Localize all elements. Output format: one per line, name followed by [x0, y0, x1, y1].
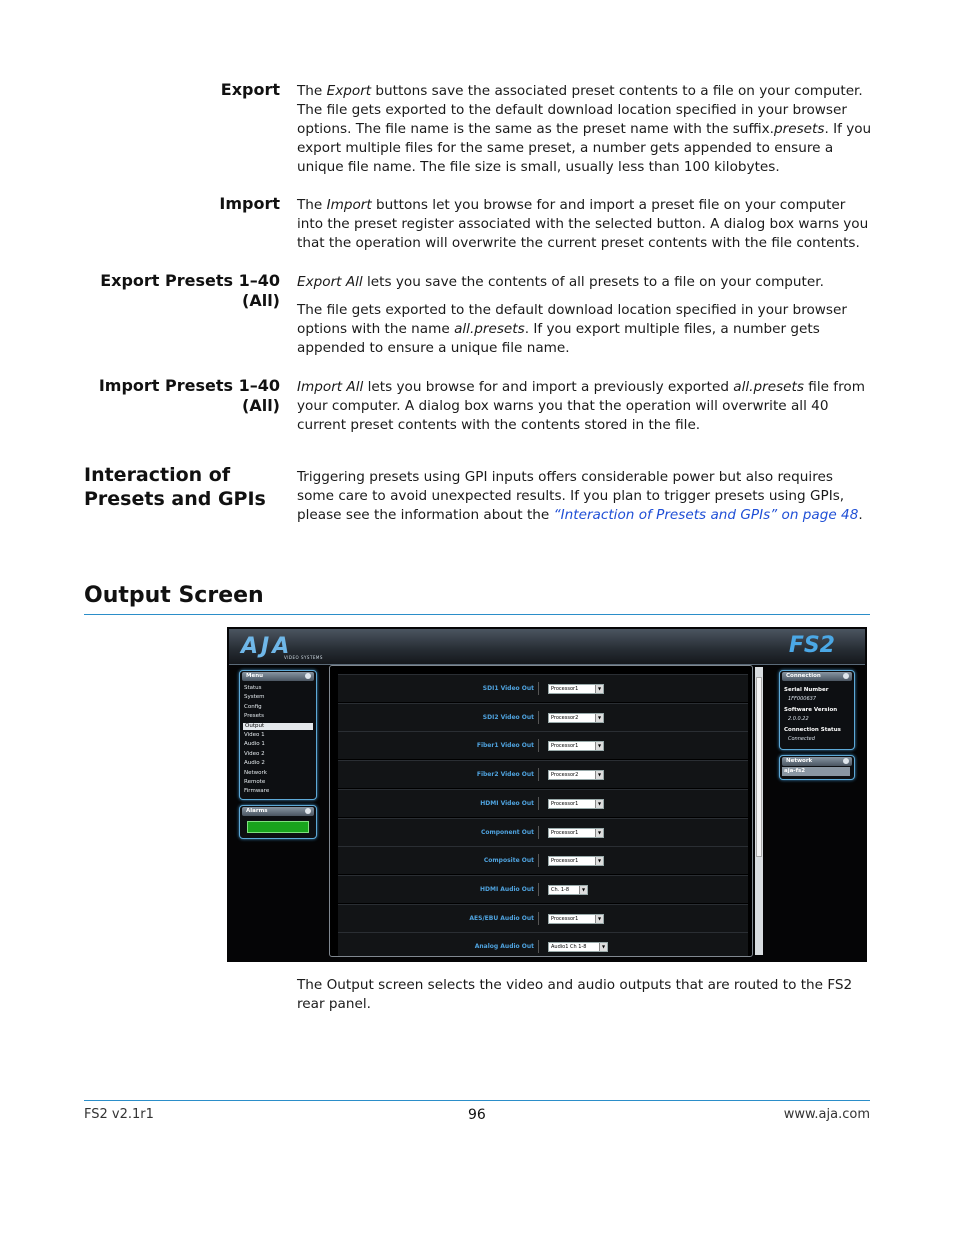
- em-text: all.presets: [733, 379, 804, 395]
- output-row-label: Fiber1 Video Out: [476, 742, 534, 750]
- output-row-label: Composite Out: [483, 857, 534, 865]
- chevron-down-icon[interactable]: ▼: [595, 685, 603, 693]
- footer-website: www.aja.com: [783, 1107, 870, 1122]
- chevron-down-icon[interactable]: ▼: [595, 915, 603, 923]
- output-source-select[interactable]: [548, 856, 604, 866]
- menu-item[interactable]: Remote: [244, 779, 266, 785]
- output-settings-panel: [329, 665, 753, 957]
- desc-import: [297, 196, 872, 253]
- output-screen-screenshot: [227, 627, 867, 962]
- term-line: (All): [242, 291, 280, 310]
- connection-panel: [779, 670, 855, 750]
- row-separator: [538, 940, 539, 953]
- select-value: Processor1: [551, 800, 579, 807]
- term-import-all: [84, 376, 280, 416]
- row-separator: [538, 682, 539, 695]
- em-text: Export All: [297, 274, 363, 290]
- row-separator: [538, 797, 539, 810]
- chevron-down-icon[interactable]: ▼: [595, 829, 603, 837]
- term-export: Export: [220, 80, 280, 99]
- output-row: [338, 875, 748, 903]
- select-value: Audio1 Ch 1-8: [551, 944, 587, 951]
- text: Triggering presets using GPI inputs offers considerable power but also requires some care to avoid unexpected results. If you plan to trigger presets using GPIs, please see the information about the: [297, 469, 845, 523]
- text: buttons save the associated preset contents to a file on your computer. The file gets exported to the default download location specified in your browser options. The file name is the same as the preset name with the suffix.: [297, 83, 863, 137]
- serial-number-label: Serial Number: [784, 687, 829, 693]
- em-text: all.presets: [454, 321, 525, 337]
- aja-logo-subtitle: VIDEO SYSTEMS: [284, 655, 323, 660]
- output-row: [338, 731, 748, 759]
- desc-export: [297, 82, 872, 177]
- output-row-label: SDI1 Video Out: [482, 685, 534, 692]
- menu-item[interactable]: Config: [244, 703, 262, 710]
- row-separator: [538, 854, 539, 867]
- network-title: Network: [786, 758, 813, 764]
- heading-line: Presets and GPIs: [84, 488, 266, 510]
- chevron-down-icon[interactable]: ▼: [595, 800, 603, 808]
- menu-item[interactable]: Presets: [244, 713, 265, 720]
- term-line: Import Presets 1–40: [98, 376, 280, 395]
- output-row: [338, 846, 748, 874]
- select-value: Ch. 1-8: [551, 886, 570, 893]
- alarms-title: Alarms: [246, 808, 268, 814]
- output-source-select[interactable]: [548, 770, 604, 780]
- output-row-label: SDI2 Video Out: [482, 713, 534, 721]
- alarms-panel-title: [242, 807, 314, 816]
- text: The file gets exported to the default download location specified in your browser options with the name: [297, 302, 847, 337]
- chevron-down-icon[interactable]: ▼: [595, 714, 603, 722]
- software-version-value: 2.0.0.22: [788, 716, 809, 722]
- output-row-label: HDMI Audio Out: [479, 885, 534, 893]
- menu-item[interactable]: Status: [244, 685, 262, 691]
- software-version-label: Software Version: [784, 707, 838, 713]
- collapse-icon[interactable]: [843, 673, 849, 679]
- output-source-select[interactable]: [548, 885, 588, 895]
- network-panel: [779, 755, 855, 780]
- row-separator: [538, 826, 539, 839]
- text: The: [297, 197, 327, 213]
- menu-title: Menu: [246, 673, 264, 679]
- output-source-select[interactable]: [548, 713, 604, 723]
- output-row: [338, 760, 748, 788]
- alarm-status-indicator: [247, 821, 309, 833]
- menu-item[interactable]: Audio 1: [244, 741, 265, 748]
- connection-status-label: Connection Status: [784, 727, 841, 733]
- output-row: [338, 703, 748, 731]
- output-source-select[interactable]: [548, 741, 604, 751]
- chevron-down-icon[interactable]: ▼: [595, 742, 603, 750]
- scrollbar-thumb[interactable]: [756, 677, 762, 857]
- term-export-all: [84, 271, 280, 311]
- menu-item[interactable]: System: [244, 694, 265, 701]
- text: . If you export multiple files, a number gets appended to ensure a unique file name.: [297, 321, 820, 356]
- chevron-down-icon[interactable]: ▼: [595, 857, 603, 865]
- output-row: [338, 932, 748, 957]
- cross-reference-link[interactable]: “Interaction of Presets and GPIs” on page 48: [553, 507, 859, 523]
- menu-item[interactable]: Video 2: [244, 750, 265, 757]
- product-name: FS2: [788, 633, 835, 658]
- em-text: Import: [326, 197, 372, 213]
- output-row-label: AES/EBU Audio Out: [469, 914, 534, 922]
- text: . If you export multiple files for the same preset, a number gets appended to ensure a unique file name. The file size is small, usually less than 100 kilobytes.: [297, 121, 872, 175]
- text: buttons let you browse for and import a preset file on your computer into the preset register associated with the selected button. A dialog box warns you that the operation will overwrite the current preset contents with the file contents.: [297, 197, 869, 251]
- menu-item[interactable]: Audio 2: [244, 760, 265, 767]
- heading-interaction: [84, 463, 266, 511]
- output-row: [338, 818, 748, 846]
- menu-panel-title: [242, 672, 314, 681]
- heading-line: Interaction of: [84, 464, 231, 486]
- row-separator: [538, 912, 539, 925]
- collapse-icon[interactable]: [305, 808, 311, 814]
- text: lets you save the contents of all presets to a file on your computer.: [362, 274, 824, 290]
- menu-panel: [239, 670, 317, 800]
- output-row-label: Fiber2 Video Out: [476, 771, 534, 779]
- footer-doc-version: FS2 v2.1r1: [84, 1107, 154, 1122]
- serial-number-value: 1FF000637: [788, 696, 817, 702]
- connection-panel-title: [782, 672, 852, 681]
- output-row-label: HDMI Video Out: [480, 799, 534, 807]
- chevron-down-icon[interactable]: ▼: [599, 943, 607, 951]
- row-separator: [538, 768, 539, 781]
- output-source-select[interactable]: [548, 828, 604, 838]
- output-row-label: Component Out: [480, 828, 534, 836]
- network-panel-title: [782, 757, 852, 766]
- network-host[interactable]: aja-fs2: [782, 767, 850, 776]
- output-row: [338, 789, 748, 817]
- term-line: Export Presets 1–40: [100, 271, 280, 290]
- footer-page-number: 96: [468, 1107, 486, 1123]
- output-source-select[interactable]: [548, 942, 608, 952]
- text: file from your computer. A dialog box warns you that the operation will overwrite all 40 current preset contents with the contents stored in the file.: [297, 379, 865, 433]
- aja-logo: AJA: [241, 634, 293, 659]
- alarms-panel: [239, 805, 317, 839]
- collapse-icon[interactable]: [843, 758, 849, 764]
- text: .: [858, 507, 863, 523]
- scrollbar[interactable]: [755, 667, 763, 955]
- menu-item[interactable]: Output: [243, 723, 313, 730]
- output-row-label: Analog Audio Out: [474, 943, 534, 951]
- section-divider: [84, 614, 870, 615]
- desc-import-all: [297, 378, 872, 435]
- select-value: Processor2: [551, 714, 579, 721]
- select-value: Processor1: [551, 686, 579, 692]
- screenshot-caption: The Output screen selects the video and audio outputs that are routed to the FS2 rear panel.: [297, 977, 853, 1012]
- output-source-select[interactable]: [548, 799, 604, 809]
- text: lets you browse for and import a previously exported: [363, 379, 734, 395]
- output-source-select[interactable]: [548, 684, 604, 694]
- footer-divider: [84, 1100, 870, 1101]
- output-row: [338, 904, 748, 932]
- em-text: Import All: [297, 379, 364, 395]
- row-separator: [538, 739, 539, 752]
- text: The: [297, 83, 327, 99]
- connection-status-value: Connected: [788, 736, 815, 742]
- menu-item[interactable]: Network: [244, 769, 267, 776]
- output-source-select[interactable]: [548, 914, 604, 924]
- term-line: (All): [242, 396, 280, 415]
- connection-title: Connection: [786, 673, 821, 679]
- term-import: Import: [219, 194, 280, 213]
- chevron-down-icon[interactable]: ▼: [595, 771, 603, 779]
- select-value: Processor1: [551, 915, 579, 922]
- select-value: Processor1: [551, 858, 579, 865]
- select-value: Processor1: [551, 829, 579, 836]
- select-value: Processor2: [551, 772, 579, 779]
- section-title-output-screen: Output Screen: [84, 583, 264, 608]
- em-text: Export: [326, 83, 372, 99]
- output-row: [338, 674, 748, 702]
- chevron-down-icon[interactable]: ▼: [579, 886, 587, 894]
- row-separator: [538, 883, 539, 896]
- desc-interaction: [297, 468, 872, 525]
- row-separator: [538, 711, 539, 724]
- menu-item[interactable]: Firmware: [244, 788, 270, 795]
- select-value: Processor1: [551, 743, 579, 750]
- app-header: [229, 629, 865, 665]
- collapse-icon[interactable]: [305, 673, 311, 679]
- menu-item[interactable]: Video 1: [244, 732, 265, 738]
- em-text: presets: [773, 121, 825, 137]
- desc-export-all: [297, 273, 872, 358]
